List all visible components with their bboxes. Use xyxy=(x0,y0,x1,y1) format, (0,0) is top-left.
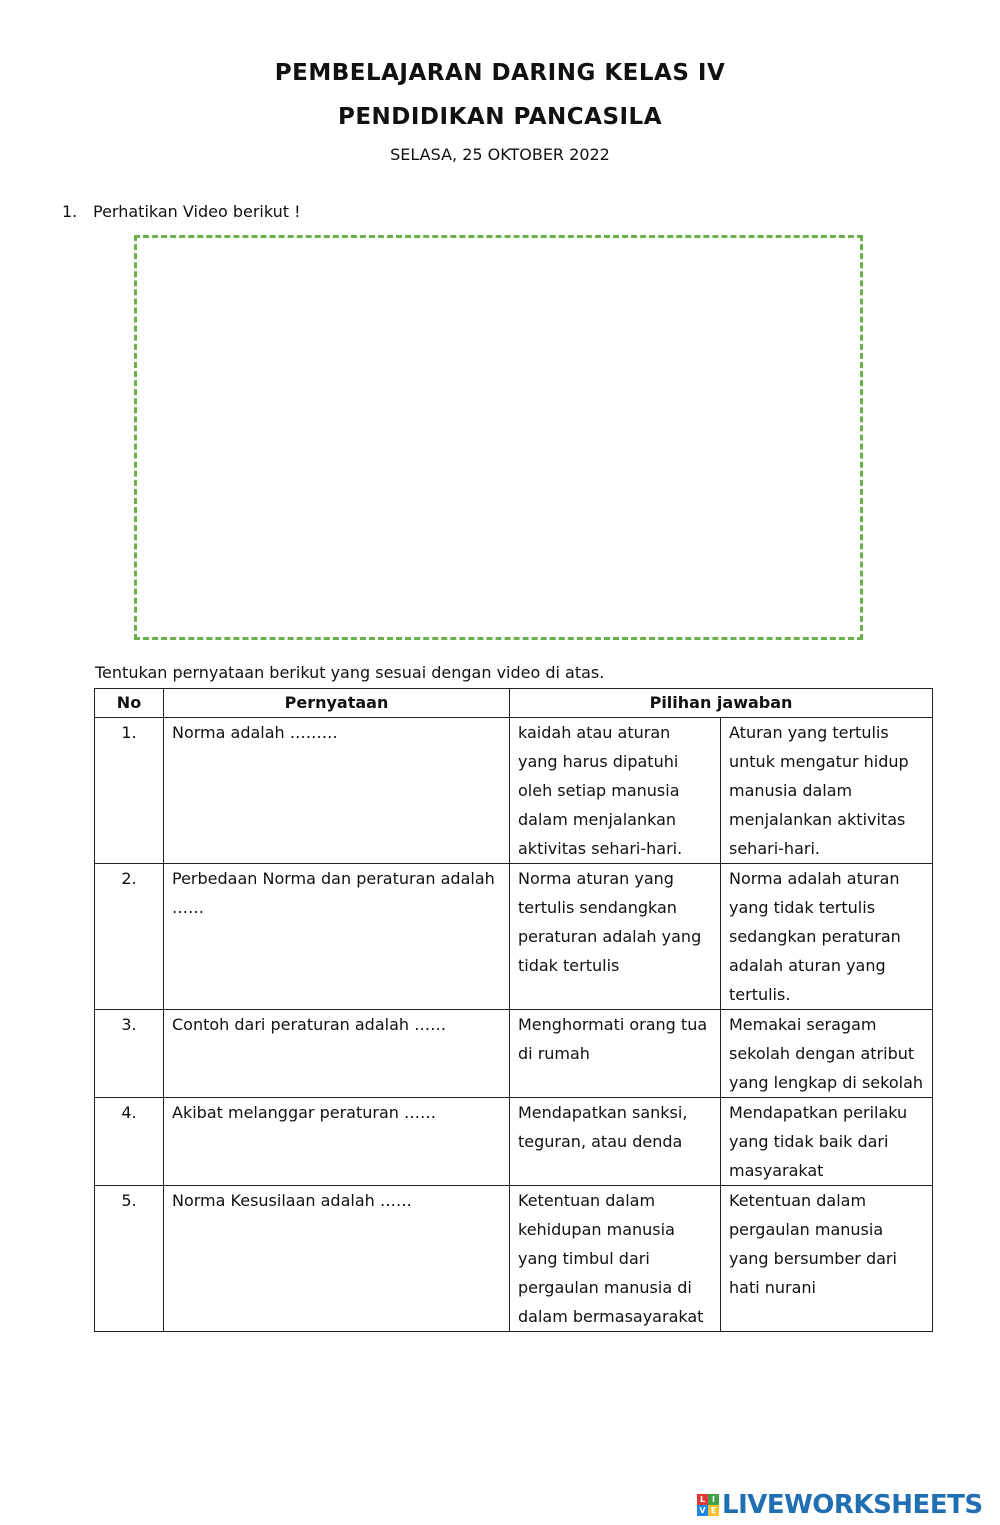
table-row xyxy=(95,1186,933,1332)
row-number: 5. xyxy=(95,1186,164,1332)
liveworksheets-logo xyxy=(697,1490,983,1520)
page-subtitle: PENDIDIKAN PANCASILA xyxy=(337,104,663,130)
answer-option-b[interactable]: Mendapatkan perilaku yang tidak baik dari masyarakat xyxy=(721,1098,933,1186)
row-statement: Contoh dari peraturan adalah …… xyxy=(164,1010,510,1098)
answer-option-a[interactable]: Mendapatkan sanksi, teguran, atau denda xyxy=(510,1098,721,1186)
row-statement: Norma Kesusilaan adalah …… xyxy=(164,1186,510,1332)
answer-option-b[interactable]: Memakai seragam sekolah dengan atribut yang lengkap di sekolah xyxy=(721,1010,933,1098)
row-number: 3. xyxy=(95,1010,164,1098)
page-title: PEMBELAJARAN DARING KELAS IV xyxy=(274,60,726,86)
liveworksheets-logo-icon xyxy=(697,1494,719,1516)
table-row xyxy=(95,864,933,1010)
answer-option-b[interactable]: Ketentuan dalam pergaulan manusia yang bersumber dari hati nurani xyxy=(721,1186,933,1332)
table-row xyxy=(95,1010,933,1098)
row-number: 4. xyxy=(95,1098,164,1186)
date-label: SELASA, 25 OKTOBER 2022 xyxy=(390,145,610,164)
logo-letter: I xyxy=(708,1494,719,1505)
answer-option-a[interactable]: Ketentuan dalam kehidupan manusia yang timbul dari pergaulan manusia di dalam bermasayarakat xyxy=(510,1186,721,1332)
row-statement: Norma adalah ……… xyxy=(164,718,510,864)
row-number: 1. xyxy=(95,718,164,864)
answer-option-a[interactable]: kaidah atau aturan yang harus dipatuhi oleh setiap manusia dalam menjalankan aktivitas sehari-hari. xyxy=(510,718,721,864)
table-row xyxy=(95,1098,933,1186)
header-no: No xyxy=(95,689,164,718)
table-row xyxy=(95,718,933,864)
video-placeholder[interactable] xyxy=(134,235,863,640)
question-text: Perhatikan Video berikut ! xyxy=(93,202,301,221)
answer-table xyxy=(94,688,933,1332)
table-header-row xyxy=(95,689,933,718)
question-number: 1. xyxy=(62,202,78,221)
answer-option-a[interactable]: Norma aturan yang tertulis sendangkan peraturan adalah yang tidak tertulis xyxy=(510,864,721,1010)
header-statement: Pernyataan xyxy=(164,689,510,718)
answer-option-a[interactable]: Menghormati orang tua di rumah xyxy=(510,1010,721,1098)
logo-letter: V xyxy=(697,1505,708,1516)
logo-letter: L xyxy=(697,1494,708,1505)
logo-text: LIVEWORKSHEETS xyxy=(722,1490,983,1520)
header-choices: Pilihan jawaban xyxy=(510,689,933,718)
row-number: 2. xyxy=(95,864,164,1010)
row-statement: Perbedaan Norma dan peraturan adalah …… xyxy=(164,864,510,1010)
instruction-text: Tentukan pernyataan berikut yang sesuai dengan video di atas. xyxy=(95,663,605,682)
row-statement: Akibat melanggar peraturan …… xyxy=(164,1098,510,1186)
answer-option-b[interactable]: Norma adalah aturan yang tidak tertulis sedangkan peraturan adalah aturan yang tertulis. xyxy=(721,864,933,1010)
answer-option-b[interactable]: Aturan yang tertulis untuk mengatur hidup manusia dalam menjalankan aktivitas sehari-hari. xyxy=(721,718,933,864)
logo-letter: E xyxy=(708,1505,719,1516)
